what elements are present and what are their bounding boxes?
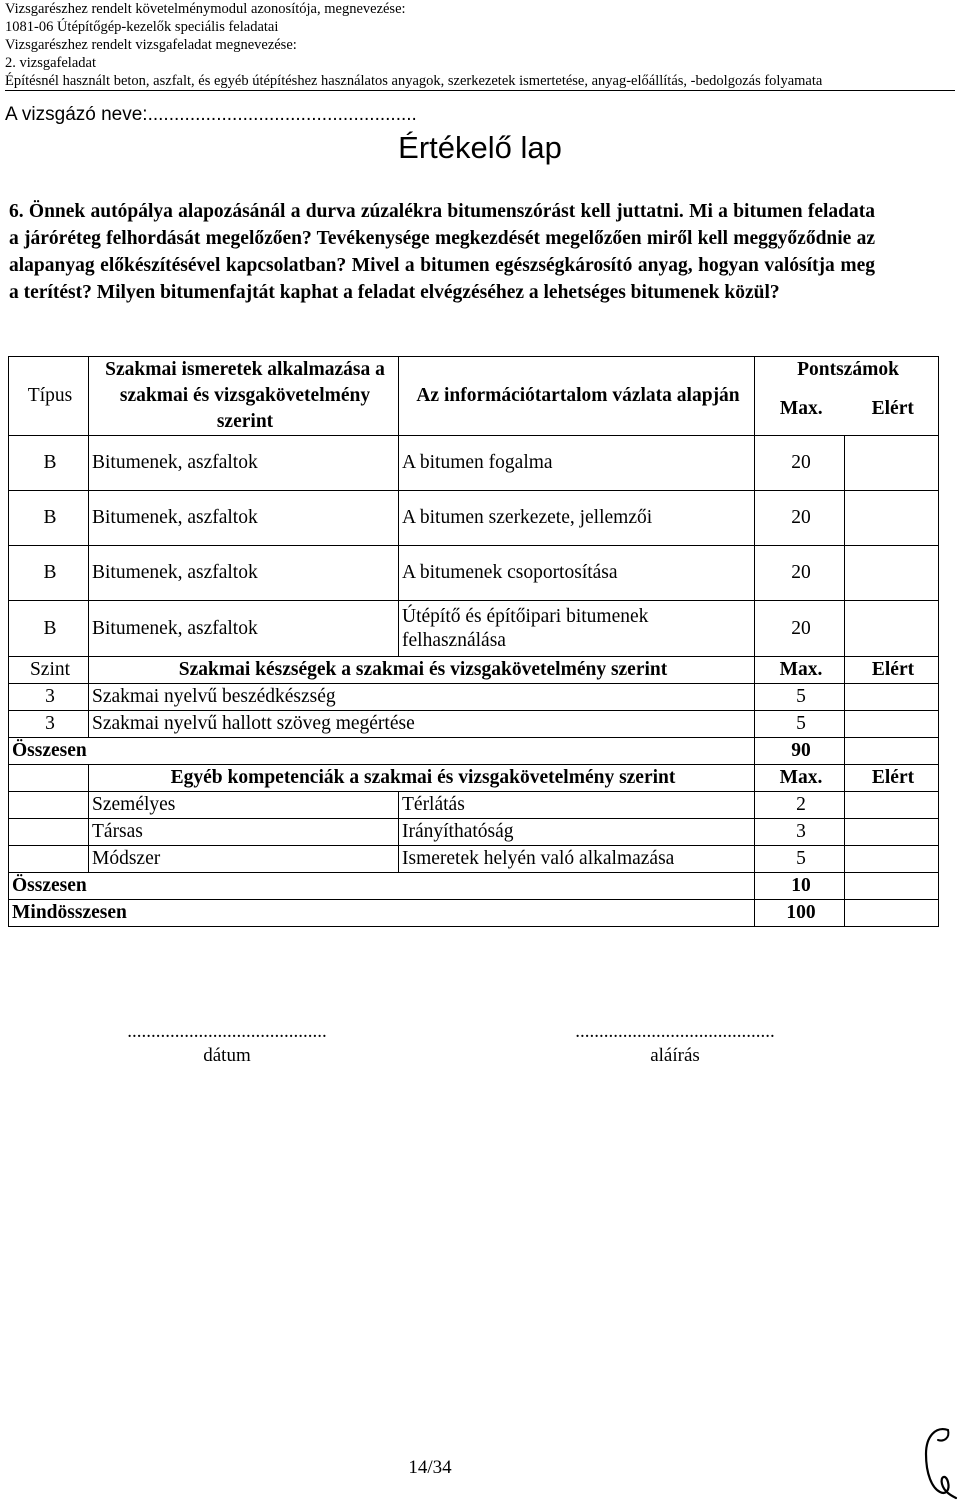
row-max: 20 (755, 491, 845, 546)
competence-blank (9, 846, 89, 873)
row-type: B (9, 491, 89, 546)
page-header (5, 0, 955, 91)
competence-max-header: Max. (755, 765, 845, 792)
table-header-row-1 (9, 357, 939, 384)
row-topic: Bitumenek, aszfaltok (89, 436, 399, 491)
knowledge-header: Szakmai ismeretek alkalmazása a szakmai és vizsgakövetelmény szerint (89, 357, 399, 436)
skills-header: Szakmai készségek a szakmai és vizsgakövetelmény szerint (89, 657, 755, 684)
skill-max: 5 (755, 684, 845, 711)
skill-level: 3 (9, 711, 89, 738)
row-max: 20 (755, 546, 845, 601)
row-outline: Útépítő és építőipari bitumenek felhasználása (399, 601, 755, 657)
competence-header-blank (9, 765, 89, 792)
signature-line[interactable]: .......................................... (575, 1021, 775, 1042)
table-row (9, 684, 939, 711)
competence-name: Irányíthatóság (399, 819, 755, 846)
table-row (9, 601, 939, 657)
skills-header-row (9, 657, 939, 684)
table-row (9, 846, 939, 873)
points-header: Pontszámok (755, 357, 939, 384)
level-header: Szint (9, 657, 89, 684)
competence-blank (9, 819, 89, 846)
competence-max: 3 (755, 819, 845, 846)
row-achieved-cell[interactable] (845, 436, 939, 491)
skill-name: Szakmai nyelvű hallott szöveg megértése (89, 711, 755, 738)
competence-category: Személyes (89, 792, 399, 819)
competence-name: Ismeretek helyén való alkalmazása (399, 846, 755, 873)
competence-max: 2 (755, 792, 845, 819)
row-type: B (9, 436, 89, 491)
grand-total-achieved-cell[interactable] (845, 900, 939, 927)
subtotal-achieved-cell[interactable] (845, 873, 939, 900)
subtotal-row (9, 873, 939, 900)
row-max: 20 (755, 436, 845, 491)
competence-achieved-cell[interactable] (845, 792, 939, 819)
grand-total-label: Mindösszesen (9, 900, 755, 927)
header-task-number: 2. vizsgafeladat (5, 55, 96, 71)
competence-achieved-cell[interactable] (845, 846, 939, 873)
page-number: 14/34 (408, 1457, 452, 1478)
skills-achieved-header: Elért (845, 657, 939, 684)
signature-label: aláírás (650, 1045, 700, 1066)
table-row (9, 792, 939, 819)
subtotal-achieved-cell[interactable] (845, 738, 939, 765)
initials-signature-icon (918, 1422, 958, 1500)
subtotal-max: 10 (755, 873, 845, 900)
header-task-name: Építésnél használt beton, aszfalt, és egyéb útépítéshez használatos anyagok, szerkezetek ismertetése, anyag-előállítás, -bedolgozás folyamata (5, 72, 955, 91)
skill-level: 3 (9, 684, 89, 711)
row-achieved-cell[interactable] (845, 546, 939, 601)
row-achieved-cell[interactable] (845, 491, 939, 546)
table-row (9, 436, 939, 491)
header-module-label: Vizsgarészhez rendelt követelménymodul azonosítója, megnevezése: (5, 1, 406, 17)
competence-max: 5 (755, 846, 845, 873)
skill-achieved-cell[interactable] (845, 711, 939, 738)
outline-header: Az információtartalom vázlata alapján (399, 357, 755, 436)
max-header: Max. (755, 384, 845, 436)
row-achieved-cell[interactable] (845, 601, 939, 657)
date-block (92, 1020, 362, 1068)
skill-achieved-cell[interactable] (845, 684, 939, 711)
skill-name: Szakmai nyelvű beszédkészség (89, 684, 755, 711)
competence-header-row (9, 765, 939, 792)
skills-max-header: Max. (755, 657, 845, 684)
row-outline: A bitumen szerkezete, jellemzői (399, 491, 755, 546)
table-row (9, 546, 939, 601)
row-topic: Bitumenek, aszfaltok (89, 601, 399, 657)
table-row (9, 711, 939, 738)
page-title: Értékelő lap (398, 130, 562, 165)
competence-achieved-cell[interactable] (845, 819, 939, 846)
subtotal-max: 90 (755, 738, 845, 765)
subtotal-row (9, 738, 939, 765)
date-line[interactable]: .......................................... (127, 1021, 327, 1042)
competence-blank (9, 792, 89, 819)
header-task-label: Vizsgarészhez rendelt vizsgafeladat megnevezése: (5, 37, 297, 53)
date-label: dátum (203, 1045, 251, 1066)
skill-max: 5 (755, 711, 845, 738)
row-outline: A bitumenek csoportosítása (399, 546, 755, 601)
competence-header: Egyéb kompetenciák a szakmai és vizsgakövetelmény szerint (89, 765, 755, 792)
competence-name: Térlátás (399, 792, 755, 819)
evaluation-table (8, 356, 939, 927)
row-max: 20 (755, 601, 845, 657)
examinee-name-line: A vizsgázó neve:................................................... (5, 104, 417, 125)
row-type: B (9, 601, 89, 657)
competence-category: Társas (89, 819, 399, 846)
type-header: Típus (9, 357, 89, 436)
grand-total-row (9, 900, 939, 927)
achieved-header: Elért (845, 384, 939, 436)
row-outline: A bitumen fogalma (399, 436, 755, 491)
row-topic: Bitumenek, aszfaltok (89, 491, 399, 546)
row-type: B (9, 546, 89, 601)
header-module-name: 1081-06 Útépítőgép-kezelők speciális feladatai (5, 19, 279, 35)
table-row (9, 819, 939, 846)
row-topic: Bitumenek, aszfaltok (89, 546, 399, 601)
competence-achieved-header: Elért (845, 765, 939, 792)
subtotal-label: Összesen (9, 873, 755, 900)
task-description: 6. Önnek autópálya alapozásánál a durva zúzalékra bitumenszórást kell juttatni. Mi a bitumen feladata a járóréteg felhordását megelőzően? Tevékenysége megkezdését megelőzően miről kell meggyőződnie az alapanyag előkészítésével kapcsolatban? Mivel a bitumen egészségkárosító anyag, hogyan valósítja meg a terítést? Milyen bitumenfajtát kaphat a feladat elvégzéséhez a lehetséges bitumenek közül? (9, 201, 875, 303)
grand-total-max: 100 (755, 900, 845, 927)
table-row (9, 491, 939, 546)
competence-category: Módszer (89, 846, 399, 873)
signature-block (540, 1020, 810, 1068)
subtotal-label: Összesen (9, 738, 755, 765)
